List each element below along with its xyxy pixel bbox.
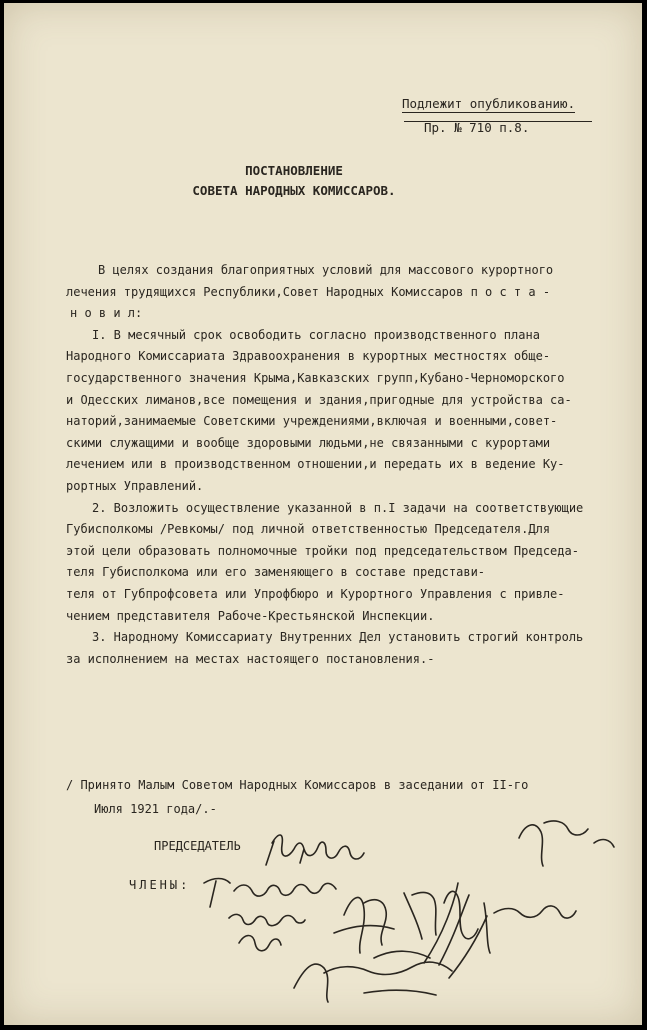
title-line-2: СОВЕТА НАРОДНЫХ КОМИССАРОВ. — [192, 183, 396, 198]
member-signature-8 — [239, 936, 281, 951]
item1-line: Народного Комиссариата Здравоохранения в курортных местностях обще- — [66, 349, 551, 364]
signatures-drawing — [4, 3, 642, 1025]
item2-line: Губисполкомы /Ревкомы/ под личной ответственностью Председателя.Для — [66, 522, 551, 537]
member-signature-3 — [334, 898, 394, 953]
chairman-signature — [266, 835, 364, 865]
member-signature-9 — [294, 951, 452, 1002]
intro-line: В целях создания благоприятных условий для массового курортного — [98, 263, 554, 277]
item2-line: этой цели образовать полномочные тройки под председательством Председа- — [66, 543, 579, 558]
member-signature-7 — [519, 821, 614, 866]
order-number: Пр. № 710 п.8. — [424, 120, 530, 135]
item2-line: теля Губисполкома или его заменяющего в составе представи- — [66, 565, 486, 580]
intro-line: лечения трудящихся Республики,Совет Народных Комиссаров п о с т а - — [66, 284, 551, 299]
title-line-1: ПОСТАНОВЛЕНИЕ — [245, 163, 343, 178]
item3-line: за исполнением на местах настоящего постановления.- — [66, 651, 435, 666]
publish-note: Подлежит опубликованию. — [402, 96, 576, 111]
chairman-label: ПРЕДСЕДАТЕЛЬ — [154, 839, 241, 853]
document-sheet — [4, 3, 642, 1025]
item1-line: рортных Управлений. — [66, 478, 204, 493]
item2-line: 2. Возложить осуществление указанной в п.I задачи на соответствующие — [92, 500, 584, 515]
intro-line: н о в и л: — [70, 306, 143, 321]
member-signature-2 — [229, 914, 305, 925]
item1-line: и Одесских лиманов,все помещения и здания,пригодные для устройства са- — [66, 392, 572, 407]
members-label: ЧЛЕНЫ: — [129, 878, 191, 892]
adoption-line-2: Июля 1921 года/.- — [94, 802, 217, 816]
item1-line: государственного значения Крыма,Кавказских групп,Кубано-Черноморского — [66, 370, 565, 385]
member-signature-1 — [204, 879, 336, 908]
adoption-line-1: / Принято Малым Советом Народных Комиссаров в заседании от II-го — [66, 778, 529, 792]
item2-line: чением представителя Рабоче-Крестьянской Инспекции. — [66, 608, 435, 623]
member-signature-6 — [484, 903, 576, 953]
item1-line: наторий,занимаемые Советскими учреждениями,включая и военными,совет- — [66, 414, 558, 429]
item1-line: лечением или в производственном отношении,и передать их в ведение Ку- — [66, 457, 565, 472]
item1-line: I. В месячный срок освободить согласно производственного плана — [92, 327, 540, 342]
item3-line: 3. Народному Комиссариату Внутренних Дел установить строгий контроль — [92, 630, 584, 645]
item2-line: теля от Губпрофсовета или Упрофбюро и Курортного Управления с привле- — [66, 586, 565, 601]
item1-line: скими служащими и вообще здоровыми людьми,не связанными с курортами — [66, 435, 551, 450]
member-signature-4 — [404, 883, 458, 963]
